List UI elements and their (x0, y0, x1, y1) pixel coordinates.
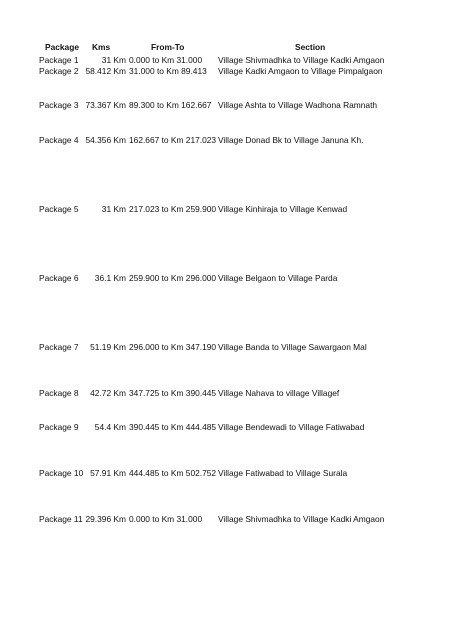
section-value: Village Fatiwabad to Village Surala (218, 468, 348, 478)
section-value: Village Shivmadhka to Village Kadki Amgaon (218, 55, 385, 65)
kms-value: 58.412 Km (85, 66, 126, 76)
header-package: Package (45, 42, 79, 52)
package-label: Package 1 (39, 55, 79, 65)
from-to-value: 31.000 to Km 89.413 (129, 66, 207, 76)
package-label: Package 8 (39, 388, 79, 398)
kms-value: 42.72 Km (90, 388, 126, 398)
header-section: Section (295, 42, 326, 52)
section-value: Village Donad Bk to Village Januna Kh. (218, 135, 364, 145)
package-label: Package 6 (39, 273, 79, 283)
from-to-value: 296.000 to Km 347.190 (129, 342, 217, 352)
from-to-value: 0.000 to Km 31.000 (129, 55, 203, 65)
from-to-value: 347.725 to Km 390.445 (129, 388, 217, 398)
package-label: Package 2 (39, 66, 79, 76)
kms-value: 73.367 Km (85, 100, 126, 110)
kms-value: 31 Km (101, 55, 126, 65)
from-to-value: 89.300 to Km 162.667 (129, 100, 212, 110)
section-value: Village Shivmadhka to Village Kadki Amgaon (218, 514, 385, 524)
from-to-value: 444.485 to Km 502.752 (129, 468, 217, 478)
from-to-value: 259.900 to Km 296.000 (129, 273, 217, 283)
header-from-to: From-To (151, 42, 185, 52)
header-kms: Kms (92, 42, 111, 52)
kms-value: 31 Km (101, 204, 126, 214)
package-label: Package 11 (39, 514, 83, 524)
section-value: Village Nahava to village Villagef (218, 388, 340, 398)
section-value: Village Belgaon to Village Parda (218, 273, 338, 283)
section-value: Village Banda to Village Sawargaon Mal (218, 342, 367, 352)
package-label: Package 3 (39, 100, 79, 110)
from-to-value: 162.667 to Km 217.023 (129, 135, 217, 145)
package-label: Package 9 (39, 422, 79, 432)
kms-value: 54.356 Km (85, 135, 126, 145)
from-to-value: 0.000 to Km 31.000 (129, 514, 203, 524)
package-label: Package 10 (39, 468, 84, 478)
kms-value: 51.19 Km (90, 342, 126, 352)
package-label: Package 5 (39, 204, 79, 214)
from-to-value: 390.445 to Km 444.485 (129, 422, 217, 432)
kms-value: 36.1 Km (94, 273, 126, 283)
kms-value: 29.396 Km (85, 514, 126, 524)
section-value: Village Bendewadi to Village Fatiwabad (218, 422, 365, 432)
package-label: Package 7 (39, 342, 79, 352)
package-label: Package 4 (39, 135, 79, 145)
kms-value: 57.91 Km (90, 468, 126, 478)
section-value: Village Kinhiraja to Village Kenwad (218, 204, 348, 214)
section-value: Village Ashta to Village Wadhona Ramnath (218, 100, 378, 110)
section-value: Village Kadki Amgaon to Village Pimpalgaon (218, 66, 383, 76)
kms-value: 54.4 Km (94, 422, 126, 432)
from-to-value: 217.023 to Km 259.900 (129, 204, 217, 214)
